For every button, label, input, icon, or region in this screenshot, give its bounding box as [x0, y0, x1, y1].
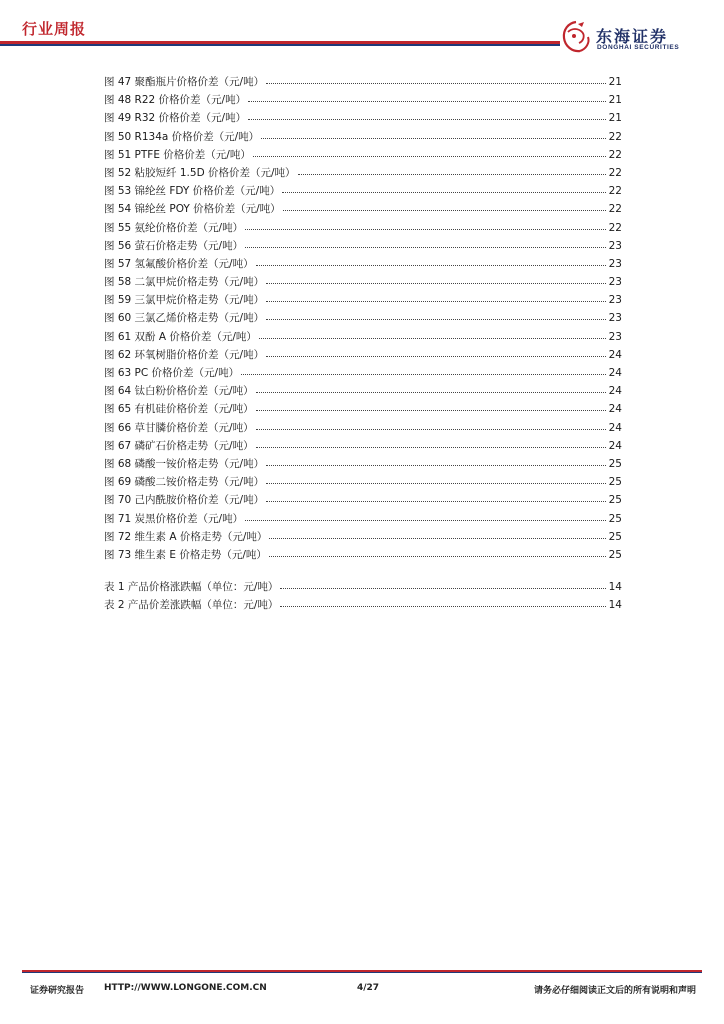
footer-divider-blue — [22, 972, 702, 973]
toc-dot-leader — [248, 107, 606, 120]
toc-entry-label: 图 72 维生素 A 价格走势（元/吨） — [104, 530, 268, 543]
toc-entry-page: 21 — [608, 94, 622, 107]
toc-entry-label: 图 58 二氯甲烷价格走势（元/吨） — [104, 276, 265, 289]
logo-company-name: 东海证券 — [596, 27, 669, 46]
toc-entry[interactable] — [104, 345, 622, 363]
toc-entry-page: 25 — [608, 476, 622, 489]
toc-entry-label: 图 56 萤石价格走势（元/吨） — [104, 239, 244, 252]
toc-dot-leader — [266, 471, 606, 484]
toc-dot-leader — [280, 594, 606, 607]
toc-entry-label: 图 50 R134a 价格价差（元/吨） — [104, 130, 260, 143]
toc-entry[interactable] — [104, 472, 622, 490]
toc-entry-page: 25 — [608, 512, 622, 525]
toc-dot-leader — [280, 576, 606, 589]
toc-entry[interactable] — [104, 308, 622, 326]
toc-entry-label: 图 70 己内酰胺价格价差（元/吨） — [104, 494, 265, 507]
toc-entry-page: 22 — [608, 166, 622, 179]
toc-entry[interactable] — [104, 527, 622, 545]
toc-entry-label: 图 55 氨纶价格价差（元/吨） — [104, 221, 244, 234]
toc-entry[interactable] — [104, 327, 622, 345]
toc-entry-label: 图 62 环氧树脂价格价差（元/吨） — [104, 348, 265, 361]
toc-entry-label: 图 48 R22 价格价差（元/吨） — [104, 94, 247, 107]
toc-entry-page: 21 — [608, 112, 622, 125]
toc-entry[interactable] — [104, 90, 622, 108]
toc-entry[interactable] — [104, 399, 622, 417]
toc-entry[interactable] — [104, 236, 622, 254]
toc-entry-page: 23 — [608, 239, 622, 252]
toc-entry[interactable] — [104, 272, 622, 290]
toc-entry-page: 25 — [608, 457, 622, 470]
toc-entry[interactable] — [104, 163, 622, 181]
toc-dot-leader — [266, 453, 606, 466]
toc-dot-leader — [261, 126, 606, 139]
toc-entry-label: 图 73 维生素 E 价格走势（元/吨） — [104, 548, 267, 561]
toc-entry[interactable] — [104, 509, 622, 527]
toc-entry-label: 图 61 双酚 A 价格价差（元/吨） — [104, 330, 257, 343]
toc-entry[interactable] — [104, 199, 622, 217]
toc-entry-page: 25 — [608, 494, 622, 507]
toc-dot-leader — [269, 526, 606, 539]
toc-dot-leader — [266, 289, 606, 302]
toc-entry-label: 图 53 锦纶丝 FDY 价格价差（元/吨） — [104, 185, 281, 198]
toc-dot-leader — [256, 380, 606, 393]
toc-entry-label: 图 52 粘胶短纤 1.5D 价格价差（元/吨） — [104, 166, 296, 179]
toc-entry-page: 24 — [608, 421, 622, 434]
toc-entry-page: 22 — [608, 148, 622, 161]
toc-entry[interactable] — [104, 290, 622, 308]
toc-entry-label: 图 54 锦纶丝 POY 价格价差（元/吨） — [104, 203, 281, 216]
toc-entry[interactable] — [104, 72, 622, 90]
toc-entry[interactable] — [104, 577, 622, 595]
toc-dot-leader — [266, 344, 606, 357]
toc-entry[interactable] — [104, 363, 622, 381]
toc-entry[interactable] — [104, 436, 622, 454]
logo-company-subtitle: DONGHAI SECURITIES — [597, 44, 680, 51]
toc-entry-label: 图 59 三氯甲烷价格走势（元/吨） — [104, 294, 265, 307]
footer-disclaimer: 请务必仔细阅读正文后的所有说明和声明 — [533, 986, 696, 996]
toc-entry-page: 23 — [608, 257, 622, 270]
toc-entry[interactable] — [104, 108, 622, 126]
toc-entry-label: 图 60 三氯乙烯价格走势（元/吨） — [104, 312, 265, 325]
toc-entry[interactable] — [104, 595, 622, 613]
toc-entry-page: 21 — [608, 76, 622, 88]
toc-dot-leader — [245, 508, 606, 521]
toc-entry[interactable] — [104, 381, 622, 399]
toc-dot-leader — [283, 198, 606, 211]
toc-entry-page: 24 — [608, 439, 622, 452]
toc-dot-leader — [245, 217, 606, 230]
toc-entry[interactable] — [104, 490, 622, 508]
dragon-logo-icon — [560, 20, 592, 54]
toc-entry-page: 22 — [608, 185, 622, 198]
table-index-list — [104, 577, 622, 613]
toc-entry-label: 图 67 磷矿石价格走势（元/吨） — [104, 439, 254, 452]
toc-entry-page: 23 — [608, 312, 622, 325]
toc-entry-page: 24 — [608, 403, 622, 416]
toc-entry-page: 25 — [608, 530, 622, 543]
toc-entry-page: 22 — [608, 221, 622, 234]
toc-entry-label: 图 63 PC 价格价差（元/吨） — [104, 367, 240, 379]
toc-entry[interactable] — [104, 218, 622, 236]
toc-dot-leader — [256, 435, 606, 448]
toc-entry-page: 22 — [608, 203, 622, 216]
toc-entry-label: 图 49 R32 价格价差（元/吨） — [104, 112, 247, 125]
toc-dot-leader — [248, 89, 606, 102]
toc-entry-page: 14 — [608, 581, 622, 593]
toc-entry-label: 图 64 钛白粉价格价差（元/吨） — [104, 385, 254, 398]
toc-entry-label: 图 68 磷酸一铵价格走势（元/吨） — [104, 457, 265, 470]
toc-dot-leader — [256, 253, 606, 266]
toc-dot-leader — [282, 180, 606, 193]
toc-entry-page: 22 — [608, 130, 622, 143]
footer-website-link[interactable]: HTTP://WWW.LONGONE.COM.CN — [104, 983, 267, 993]
toc-dot-leader — [256, 398, 606, 411]
header-divider-blue — [0, 44, 560, 46]
toc-entry[interactable] — [104, 545, 622, 563]
toc-entry-label: 图 66 草甘膦价格价差（元/吨） — [104, 421, 254, 434]
toc-dot-leader — [245, 235, 606, 248]
toc-entry-page: 23 — [608, 330, 622, 343]
toc-dot-leader — [266, 489, 606, 502]
toc-dot-leader — [266, 71, 606, 84]
toc-dot-leader — [259, 326, 606, 339]
toc-dot-leader — [269, 544, 606, 557]
figure-index-list — [104, 72, 622, 563]
toc-entry[interactable] — [104, 454, 622, 472]
toc-dot-leader — [266, 307, 606, 320]
toc-entry[interactable] — [104, 127, 622, 145]
toc-entry[interactable] — [104, 181, 622, 199]
toc-entry-label: 图 51 PTFE 价格价差（元/吨） — [104, 148, 251, 161]
toc-dot-leader — [266, 271, 606, 284]
toc-entry-page: 24 — [608, 385, 622, 398]
toc-entry-label: 图 57 氢氟酸价格价差（元/吨） — [104, 257, 254, 270]
footer-page-number: 4/27 — [357, 983, 380, 993]
toc-entry-page: 24 — [608, 367, 622, 379]
toc-entry-page: 23 — [608, 294, 622, 307]
toc-entry-page: 14 — [608, 599, 622, 612]
report-type-title: 行业周报 — [22, 20, 87, 38]
toc-entry-label: 表 1 产品价格涨跌幅（单位：元/吨） — [104, 581, 279, 593]
toc-dot-leader — [256, 417, 606, 430]
toc-entry-label: 图 69 磷酸二铵价格走势（元/吨） — [104, 476, 265, 489]
toc-dot-leader — [298, 162, 606, 175]
toc-entry-label: 图 47 聚酯瓶片价格价差（元/吨） — [104, 76, 265, 88]
toc-dot-leader — [253, 144, 606, 157]
toc-entry[interactable] — [104, 145, 622, 163]
toc-entry[interactable] — [104, 418, 622, 436]
footer-report-label: 证券研究报告 — [30, 986, 85, 996]
toc-entry-label: 图 65 有机硅价格价差（元/吨） — [104, 403, 254, 416]
toc-entry-label: 表 2 产品价差涨跌幅（单位：元/吨） — [104, 599, 279, 612]
toc-entry-page: 23 — [608, 276, 622, 289]
toc-entry[interactable] — [104, 254, 622, 272]
toc-entry-label: 图 71 炭黑价格价差（元/吨） — [104, 512, 244, 525]
company-logo — [560, 20, 710, 54]
toc-dot-leader — [241, 362, 606, 375]
toc-entry-page: 25 — [608, 548, 622, 561]
toc-entry-page: 24 — [608, 348, 622, 361]
